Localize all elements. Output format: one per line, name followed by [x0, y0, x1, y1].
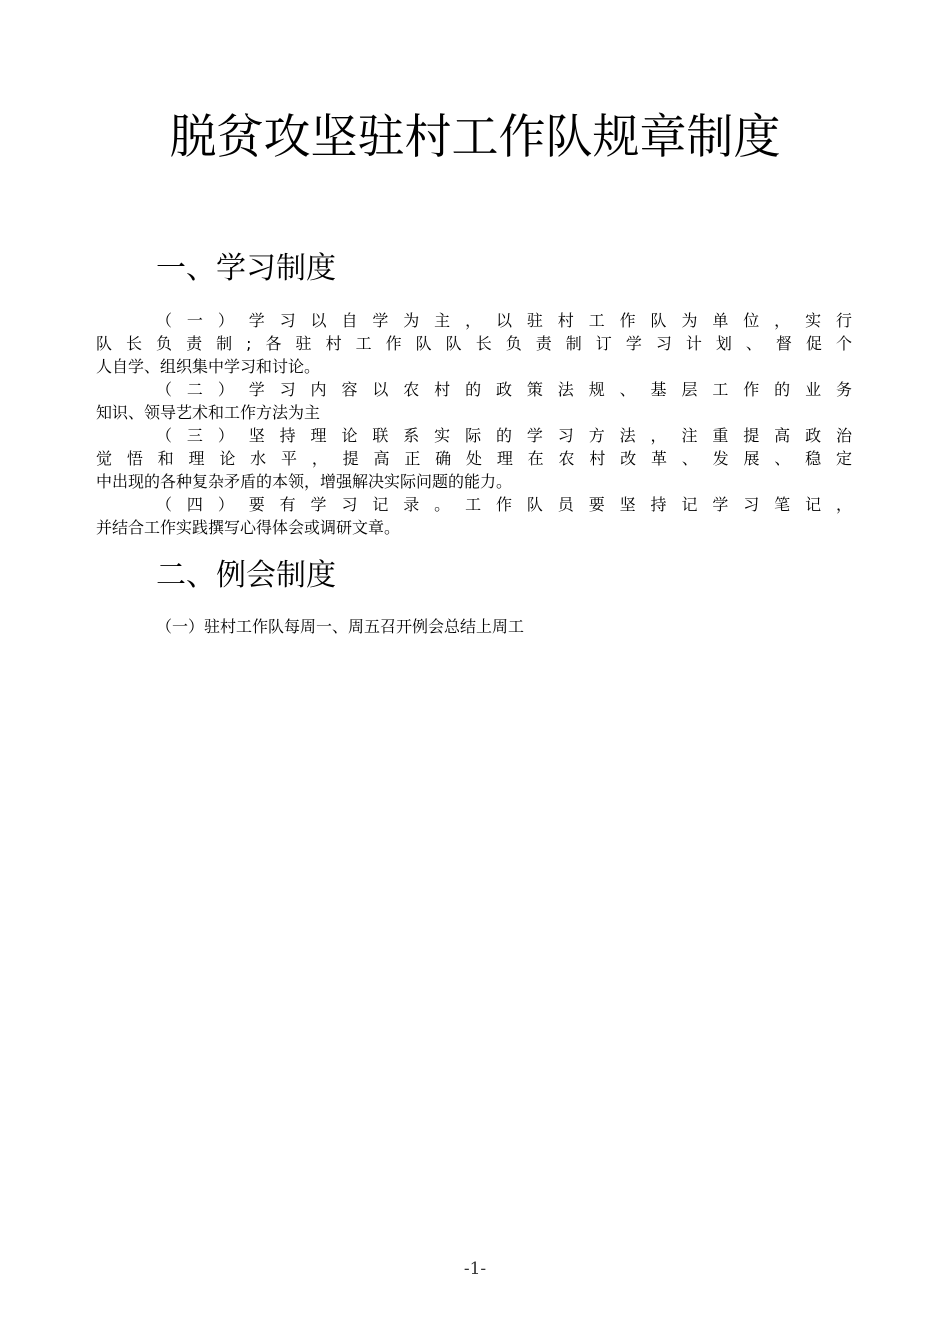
paragraph-line: 知识、领导艺术和工作方法为主	[96, 402, 321, 422]
paragraph	[96, 614, 852, 637]
document-title: 脱贫攻坚驻村工作队规章制度	[169, 110, 781, 165]
paragraph	[96, 377, 852, 423]
section-heading: 一、学习制度	[156, 251, 336, 286]
paragraph-line: 中出现的各种复杂矛盾的本领，增强解决实际问题的能力。	[96, 471, 513, 491]
paragraph-line: 人自学、组织集中学习和讨论。	[96, 356, 321, 376]
paragraph-line: （二）学习内容以农村的政策法规、基层工作的业务	[156, 379, 852, 399]
page-number: -1-	[463, 1259, 487, 1279]
paragraph-line: 并结合工作实践撰写心得体会或调研文章。	[96, 517, 401, 537]
paragraph-line: （三）坚持理论联系实际的学习方法，注重提高政治	[156, 425, 852, 445]
paragraph	[96, 308, 852, 377]
section-heading: 二、例会制度	[156, 557, 336, 593]
document-body	[96, 231, 852, 637]
section-study-system	[96, 231, 852, 538]
paragraph-line: 觉悟和理论水平，提高正确处理在农村改革、发展、稳定	[96, 448, 852, 468]
paragraph-line: 队长负责制;各驻村工作队队长负责制订学习计划、督促个	[96, 333, 852, 353]
paragraph-line: （四）要有学习记录。工作队员要坚持记学习笔记，	[156, 494, 852, 514]
paragraph-line: （一）驻村工作队每周一、周五召开例会总结上周工	[156, 617, 525, 636]
section-meeting-system	[96, 538, 852, 638]
paragraph-line: （一）学习以自学为主，以驻村工作队为单位，实行	[156, 310, 852, 330]
paragraph	[96, 492, 852, 538]
paragraph	[96, 423, 852, 492]
